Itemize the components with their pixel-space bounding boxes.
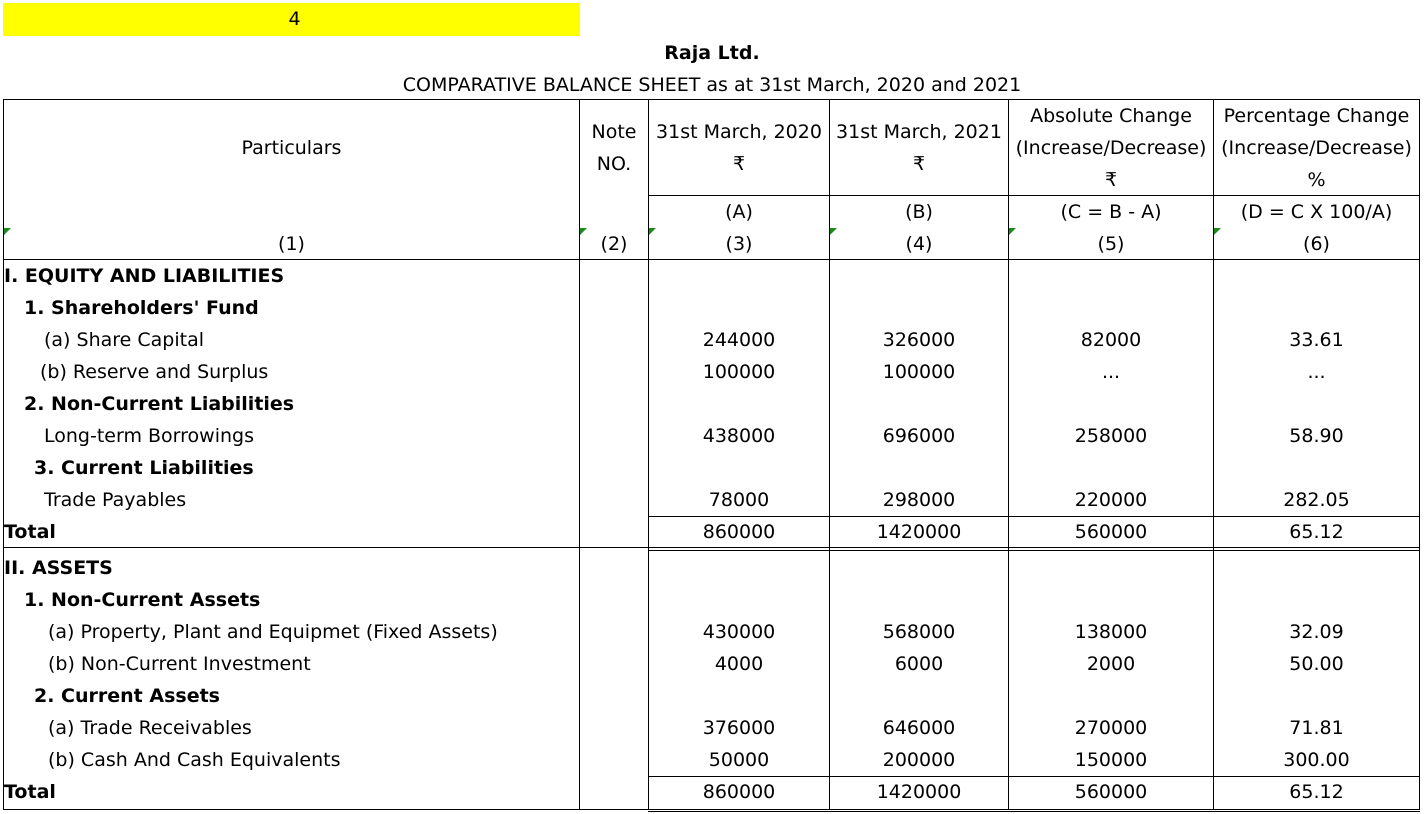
- total-label: Total: [4, 781, 56, 803]
- table-cell: 696000: [882, 425, 956, 447]
- header-absolute-change: Absolute Change: [1030, 105, 1192, 127]
- sheet-title: COMPARATIVE BALANCE SHEET as at 31st March, 2020 and 2021: [402, 74, 1022, 96]
- col-num: (6): [1303, 233, 1330, 255]
- table-cell: ...: [1101, 361, 1121, 383]
- rupee-icon: ₹: [912, 153, 926, 175]
- table-cell: 100000: [882, 361, 956, 383]
- table-cell: 150000: [1074, 749, 1148, 771]
- table-cell: [1009, 388, 1213, 420]
- table-cell: [1009, 260, 1213, 292]
- table-cell: [1009, 292, 1213, 324]
- col-border: [579, 99, 580, 810]
- company-name: Raja Ltd.: [664, 42, 760, 64]
- table-cell: 244000: [702, 329, 776, 351]
- header-percentage-sub: (Increase/Decrease): [1221, 137, 1412, 159]
- table-cell: [1214, 584, 1419, 616]
- row-label: (a) Share Capital: [44, 329, 204, 351]
- table-cell: 270000: [1074, 717, 1148, 739]
- row-label: 2. Current Assets: [34, 685, 220, 707]
- table-cell: 33.61: [1289, 329, 1344, 351]
- table-cell: 50000: [708, 749, 770, 771]
- table-cell: 2000: [1086, 653, 1136, 675]
- table-cell: [830, 452, 1008, 484]
- formula-c: (C = B - A): [1060, 201, 1162, 223]
- col-num: (5): [1097, 233, 1125, 255]
- table-cell: 6000: [894, 653, 944, 675]
- row-label: Trade Payables: [44, 489, 187, 511]
- table-cell: 860000: [702, 521, 776, 543]
- table-cell: 860000: [702, 781, 776, 803]
- rupee-icon: ₹: [732, 153, 746, 175]
- table-cell: 560000: [1074, 781, 1148, 803]
- header-particulars: Particulars: [241, 137, 342, 159]
- table-cell: [649, 584, 829, 616]
- row-label: 1. Shareholders' Fund: [24, 297, 259, 319]
- table-cell: 65.12: [1289, 521, 1344, 543]
- table-cell: [649, 552, 829, 584]
- table-cell: 1420000: [876, 781, 962, 803]
- table-cell: 568000: [882, 621, 956, 643]
- col-num: (3): [725, 233, 753, 255]
- total-label: Total: [4, 521, 56, 543]
- table-cell: [1009, 552, 1213, 584]
- table-cell: [830, 552, 1008, 584]
- table-cell: [1214, 452, 1419, 484]
- header-note: Note: [591, 121, 637, 143]
- row-label: II. ASSETS: [4, 557, 113, 579]
- table-cell: 4000: [714, 653, 764, 675]
- col-num: (4): [905, 233, 933, 255]
- table-cell: 100000: [702, 361, 776, 383]
- table-cell: 300.00: [1283, 749, 1350, 771]
- cell-value: 4: [288, 8, 301, 30]
- table-cell: 50.00: [1289, 653, 1344, 675]
- table-cell: [1214, 292, 1419, 324]
- row-label: (a) Trade Receivables: [48, 717, 252, 739]
- table-cell: 298000: [882, 489, 956, 511]
- table-cell: 282.05: [1283, 489, 1350, 511]
- table-cell: [649, 388, 829, 420]
- col-num: (2): [600, 233, 628, 255]
- table-cell: [1009, 680, 1213, 712]
- table-cell: [1214, 680, 1419, 712]
- row-label: I. EQUITY AND LIABILITIES: [4, 265, 285, 287]
- table-cell: 220000: [1074, 489, 1148, 511]
- table-cell: 65.12: [1289, 781, 1344, 803]
- table-cell: [649, 260, 829, 292]
- table-cell: [830, 584, 1008, 616]
- col-border: [1419, 99, 1420, 810]
- row-label: (b) Reserve and Surplus: [40, 361, 269, 383]
- row-border: [648, 811, 1420, 812]
- table-cell: [1214, 552, 1419, 584]
- table-cell: 200000: [882, 749, 956, 771]
- highlighted-cell[interactable]: [3, 3, 580, 36]
- header-percentage-change: Percentage Change: [1223, 105, 1410, 127]
- formula-b: (B): [905, 201, 933, 223]
- table-cell: [830, 388, 1008, 420]
- table-cell: 560000: [1074, 521, 1148, 543]
- table-cell: 376000: [702, 717, 776, 739]
- table-cell: 71.81: [1289, 717, 1344, 739]
- header-2020: 31st March, 2020: [656, 121, 822, 143]
- header-note-no: NO.: [596, 153, 632, 175]
- table-cell: 82000: [1080, 329, 1142, 351]
- header-absolute-sub: (Increase/Decrease): [1015, 137, 1207, 159]
- table-cell: [1009, 452, 1213, 484]
- table-cell: [830, 292, 1008, 324]
- rupee-icon: ₹: [1104, 169, 1118, 191]
- table-cell: [649, 452, 829, 484]
- row-border: [3, 809, 1420, 810]
- table-cell: 32.09: [1289, 621, 1344, 643]
- formula-a: (A): [725, 201, 753, 223]
- table-cell: [1009, 584, 1213, 616]
- formula-d: (D = C X 100/A): [1240, 201, 1393, 223]
- header-2021: 31st March, 2021: [836, 121, 1002, 143]
- row-label: (a) Property, Plant and Equipmet (Fixed Assets): [48, 621, 498, 643]
- table-cell: 438000: [702, 425, 776, 447]
- table-cell: 430000: [702, 621, 776, 643]
- table-cell: 138000: [1074, 621, 1148, 643]
- table-cell: [1214, 260, 1419, 292]
- table-cell: 326000: [882, 329, 956, 351]
- row-label: 1. Non-Current Assets: [24, 589, 261, 611]
- row-label: 2. Non-Current Liabilities: [24, 393, 295, 415]
- table-cell: [649, 292, 829, 324]
- col-border: [3, 99, 4, 810]
- table-cell: ...: [1307, 361, 1326, 383]
- table-cell: 258000: [1074, 425, 1148, 447]
- row-border: [648, 550, 1420, 551]
- table-cell: 646000: [882, 717, 956, 739]
- table-cell: 58.90: [1289, 425, 1344, 447]
- table-cell: 1420000: [876, 521, 962, 543]
- col-num: (1): [278, 233, 305, 255]
- row-label: Long-term Borrowings: [44, 425, 254, 447]
- row-label: 3. Current Liabilities: [34, 457, 254, 479]
- table-cell: 78000: [708, 489, 770, 511]
- table-cell: [649, 680, 829, 712]
- row-label: (b) Cash And Cash Equivalents: [48, 749, 341, 771]
- percent-symbol: %: [1307, 169, 1326, 191]
- row-label: (b) Non-Current Investment: [48, 653, 311, 675]
- table-cell: [1214, 388, 1419, 420]
- table-cell: [830, 680, 1008, 712]
- table-cell: [830, 260, 1008, 292]
